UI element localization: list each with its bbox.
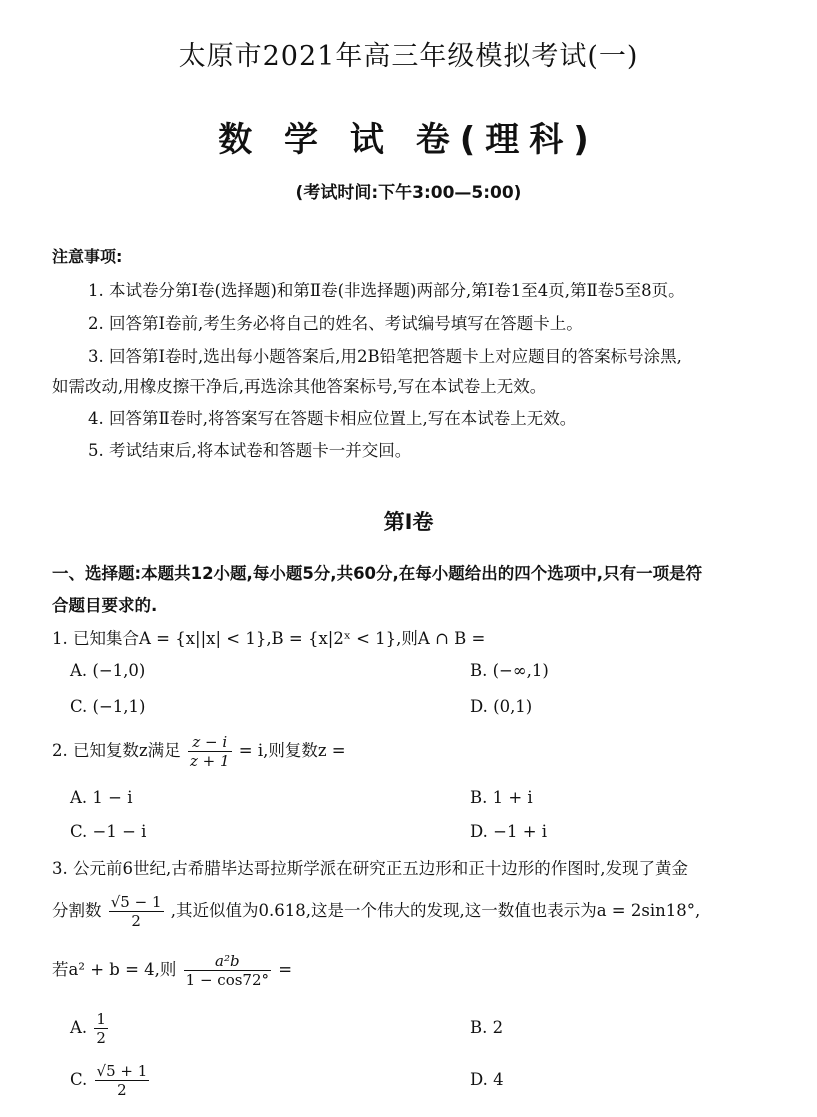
question-3-line1: 3. 公元前6世纪,古希腊毕达哥拉斯学派在研究正五边形和正十边形的作图时,发现了黄金 [52,859,688,878]
question-1-option-c: C. (−1,1) [70,697,146,716]
option-c-fraction [95,1062,150,1099]
exam-time: (考试时间:下午3:00—5:00) [295,183,522,203]
question-2-stem [52,733,346,770]
fraction-numerator: z − i [188,733,232,752]
note-item: 如需改动,用橡皮擦干净后,再选涂其他答案标号,写在本试卷上无效。 [52,377,547,396]
question-2-option-a: A. 1 − i [70,788,133,807]
question-2-option-c: C. −1 − i [70,822,147,841]
section-title: 第Ⅰ卷 [383,510,434,534]
notes-heading: 注意事项: [52,247,123,266]
question-3-option-b: B. 2 [470,1018,504,1037]
note-item: 5. 考试结束后,将本试卷和答题卡一并交回。 [88,441,412,460]
question-3-option-a [70,1010,110,1047]
golden-ratio-fraction [109,893,164,930]
fraction-denominator: 2 [96,1029,106,1047]
note-item: 3. 回答第Ⅰ卷时,选出每小题答案后,用2B铅笔把答题卡上对应题目的答案标号涂黑, [88,347,682,366]
option-label: A. [70,1018,88,1037]
question-3-prefix: 分割数 [52,901,102,920]
question-3-option-d: D. 4 [470,1070,504,1089]
question-1-option-d: D. (0,1) [470,697,533,716]
fraction-numerator: a²b [184,952,271,971]
subject-title: 数 学 试 卷(理科) [218,120,599,160]
fraction-denominator: z + 1 [189,752,230,770]
question-3-line2 [52,893,700,930]
section-intro: 一、选择题:本题共12小题,每小题5分,共60分,在每小题给出的四个选项中,只有一项是符 [52,564,703,583]
fraction-numerator: √5 + 1 [96,1062,148,1080]
question-1-stem: 1. 已知集合A = {x||x| < 1},B = {x|2ˣ < 1},则A ∩ B = [52,629,486,648]
note-item: 1. 本试卷分第Ⅰ卷(选择题)和第Ⅱ卷(非选择题)两部分,第Ⅰ卷1至4页,第Ⅱ卷5至8页。 [88,281,685,300]
question-2-option-b: B. 1 + i [470,788,533,807]
question-2-option-d: D. −1 + i [470,822,548,841]
question-2-prefix: 2. 已知复数z满足 [52,741,181,760]
question-2-suffix: = i,则复数z = [238,741,346,760]
question-1-option-a: A. (−1,0) [70,661,146,680]
fraction-numerator: √5 − 1 [110,893,162,911]
fraction-denominator: 2 [117,1081,127,1099]
fraction-denominator: 2 [131,912,141,930]
question-3-line3 [52,952,292,989]
option-a-fraction [94,1010,108,1047]
expression-fraction [184,952,271,989]
section-intro-cont: 合题目要求的. [52,596,158,615]
question-3-line3-prefix: 若a² + b = 4,则 [52,960,177,979]
note-item: 4. 回答第Ⅱ卷时,将答案写在答题卡相应位置上,写在本试卷上无效。 [88,409,577,428]
question-3-line2-suffix: ,其近似值为0.618,这是一个伟大的发现,这一数值也表示为a = 2sin18°, [170,901,701,920]
note-item: 2. 回答第Ⅰ卷前,考生务必将自己的姓名、考试编号填写在答题卡上。 [88,314,583,333]
fraction-numerator: 1 [96,1010,106,1028]
question-3-line3-suffix: = [278,960,293,979]
fraction-denominator: 1 − cos72° [185,971,270,989]
option-label: C. [70,1070,88,1089]
question-3-option-c [70,1062,151,1099]
question-2-fraction [188,733,232,770]
exam-title: 太原市2021年高三年级模拟考试(一) [178,41,639,72]
question-1-option-b: B. (−∞,1) [470,661,549,680]
